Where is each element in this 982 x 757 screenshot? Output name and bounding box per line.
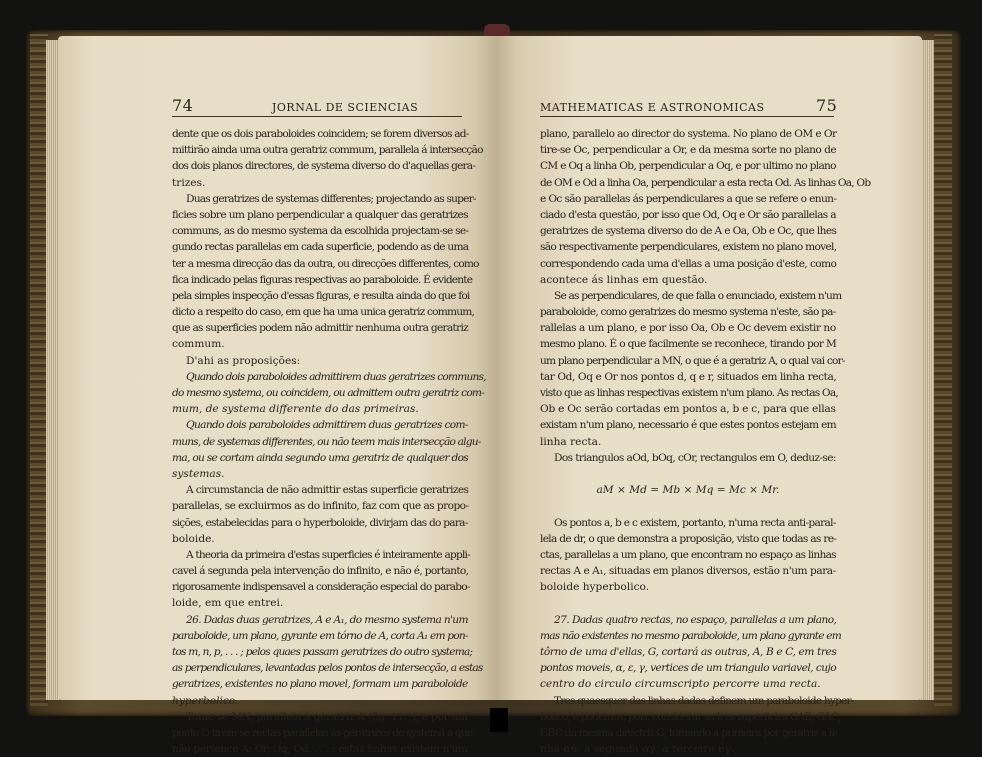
text-line: ma, ou se cortam ainda segundo uma geratriz de qualquer dos [172, 451, 469, 464]
text-line [540, 595, 836, 611]
text-line: commum. [172, 338, 225, 351]
right-header-rule [540, 116, 834, 117]
text-line: Ob e Oc serão cortadas em pontos a, b e c, para que ellas [540, 403, 836, 416]
cover-edge-right [934, 34, 952, 706]
text-line: tos m, n, p, . . . ; pelos quaes passam geratrizes do outro systema; [172, 646, 473, 658]
text-line: CM e Oq a linha Ob, perpendicular a Oq, e por ultimo no plano [540, 160, 836, 173]
text-line: mesmo plano. É o que facilmente se reconhece, tirando por M [540, 338, 837, 351]
text-line: pela simples inspecção d'essas figuras, e resulta ainda do que foi [172, 289, 470, 302]
text-line: aM × Md = Mb × Mq = Mc × Mr. [596, 484, 780, 497]
text-line: boloide. [172, 532, 215, 545]
text-line: Dos triangulos aOd, bOq, cOr, rectangulos em O, deduz-se: [554, 451, 836, 464]
text-line: lela de dr, o que demonstra a proposição, visto que todas as re- [540, 532, 837, 545]
text-line [540, 498, 836, 514]
text-line [540, 466, 836, 482]
text-line: linha recta. [540, 435, 602, 448]
text-line: A circumstancia de não admittir estas superficie geratrizes [186, 484, 469, 497]
text-line: parallelas, se excluirmos as do infinito, faz com que as propo- [172, 500, 469, 513]
text-line: mittirão ainda uma outra geratriz commum, parallela á intersecção [172, 144, 483, 157]
page-stack-right [920, 40, 934, 700]
text-line: fica indicado pelas figuras respectivas ao paraboloide. É evidente [172, 273, 473, 286]
text-line: bolico, e podemos, pois, considerar as tres superficies GAB, GAC, [540, 710, 841, 723]
text-line: boloide hyperbolico. [540, 581, 650, 594]
text-line: gundo rectas parallelas em cada superficie, podendo as de uma [172, 241, 469, 254]
text-line: nha α6, a segunda αγ, a terceira 6γ. [540, 743, 735, 756]
text-line: ciado d'esta questão, por isso que Od, Oq e Or são parallelas a [540, 208, 836, 221]
text-line: D'ahi as proposições: [186, 354, 301, 367]
text-line: rigorosamente indispensavel a consideração especial do parabo- [172, 581, 470, 594]
right-page-body [540, 126, 871, 757]
text-line: tôrno de uma d'ellas, G, cortará as outras, A, B e C, em tres [540, 646, 837, 658]
text-line: não pertence A: Or, Oq, Od, . . . ; estas linhas existem n'um [172, 743, 468, 756]
text-line: paraboloide, um plano, gyrante em tórno de A, corta A₁ em pon- [172, 629, 468, 642]
text-line: Quando dois paraboloides admittirem duas geratrizes com- [186, 419, 468, 432]
text-line: Os pontos a, b e c existem, portanto, n'uma recta anti-paral- [554, 516, 836, 529]
book-spine-bottom [490, 708, 508, 732]
text-line: GBC da mesma directriz G, tomando a primeira por geratriz a li- [540, 726, 837, 739]
text-line: cavel á segunda pela intervenção do infinito, e não é, portanto, [172, 565, 469, 578]
text-line: hyperbolico. [172, 694, 239, 707]
text-line: paraboloide, como geratrizes do mesmo systema n'este, são pa- [540, 306, 836, 319]
text-line: existam n'um plano, necessario é que estes pontos estejam em [540, 419, 837, 432]
left-running-head: JORNAL DE SCIENCIAS [272, 101, 419, 114]
text-line: plano, parallelo ao director do systema. No plano de OM e Or [540, 128, 837, 140]
text-line: as perpendiculares, levantadas pelos pontos de intersecção, a estas [172, 662, 483, 675]
text-line: A theoria da primeira d'estas superficies é inteiramente appli- [186, 548, 470, 561]
text-line: rallelas a um plano, e por isso Oa, Ob e Oc devem existir no [540, 322, 836, 335]
text-line: mas não existentes no mesmo paraboloide, um plano gyrante em [540, 629, 841, 642]
text-line: ficies sobre um plano perpendicular a qualquer das geratrizes [172, 208, 468, 221]
text-line: geratrizes, existentes no plano movel, formam um paraboloide [172, 678, 468, 691]
right-page-number: 75 [816, 96, 838, 115]
text-line: trizes. [172, 176, 206, 189]
text-line: Tome-se MN, parallela á geratriz A (fig. 11.ª), e por um [186, 710, 468, 723]
text-line: ponto O tirem-se rectas parallelas ás geratrizes do systema a que [172, 726, 473, 739]
text-line: de OM e Od a linha Oa, perpendicular a esta recta Od. As linhas Oa, Ob [540, 176, 871, 189]
text-line: ter a mesma direcção das da outra, ou direcções differentes, como [172, 257, 479, 270]
text-line: centro do circulo circumscripto percorre uma recta. [540, 678, 821, 691]
text-line: dos dois planos directores, de systema diverso do d'aquellas gera- [172, 160, 476, 173]
text-line: Tres quaesquer das linhas dadas definem um paraboloide hyper- [554, 694, 854, 707]
text-line: dente que os dois paraboloides coincidem; se forem diversos ad- [172, 128, 469, 140]
text-line: tar Od, Oq e Or nos pontos d, q e r, situados em linha recta, [540, 370, 837, 383]
text-line: Quando dois paraboloides admittirem duas geratrizes communs, [186, 370, 486, 383]
text-line: communs, as do mesmo systema da escolhida projectam-se se- [172, 225, 469, 238]
text-line: systemas. [172, 467, 225, 480]
text-line: rectas A e A₁, situadas em planos diversos, estão n'um para- [540, 565, 836, 578]
text-line: correspondendo cada uma d'ellas a uma posição d'este, como [540, 257, 837, 270]
text-line: 27. Dadas quatro rectas, no espaço, parallelas a um plano, [554, 613, 837, 626]
text-line: dicto a respeito do caso, em que ha uma unica geratriz commum, [172, 306, 475, 319]
text-line: geratrizes de systema diverso do de A e Oa, Ob e Oc, que lhes [540, 225, 837, 238]
text-line: mum, de systema differente do das primeiras. [172, 403, 419, 416]
text-line: visto que as linhas respectivas existem n'um plano. As rectas Oa, [540, 387, 838, 399]
text-line: loide, em que entrei. [172, 597, 284, 610]
text-line: e Oc são parallelas ás perpendiculares a que se refere o enun- [540, 192, 837, 205]
text-line: um plano perpendicular a MN, o que é a geratriz A, o qual vai cor- [540, 354, 845, 367]
text-line: Duas geratrizes de systemas differentes; projectando as super- [186, 192, 476, 205]
text-line: que as superficies podem não admittir nenhuma outra geratriz [172, 322, 469, 335]
right-running-head: MATHEMATICAS E ASTRONOMICAS [540, 101, 765, 114]
text-line: pontos moveis, α, ε, γ, vertices de um triangulo variavel, cujo [540, 662, 837, 675]
left-page-body [172, 126, 486, 757]
text-line: ctas, parallelas a um plano, que encontram no espaço as linhas [540, 548, 836, 561]
text-line: muns, de systemas differentes, ou não teem mais intersecção algu- [172, 435, 481, 448]
text-line: acontece ás linhas em questão. [540, 273, 708, 286]
text-line: sições, estabelecidas para o hyperboloide, divirjam das do para- [172, 516, 468, 529]
text-line: 26. Dadas duas geratrizes, A e A₁, do mesmo systema n'um [186, 613, 468, 626]
left-header-rule [172, 116, 462, 117]
text-line: são respectivamente perpendiculares, existem no plano movel, [540, 241, 837, 254]
text-line: tire-se Oc, perpendicular a Or, e da mesma sorte no plano de [540, 144, 837, 157]
text-line: Se as perpendiculares, de que falla o enunciado, existem n'um [554, 289, 842, 302]
left-page-number: 74 [172, 96, 194, 115]
text-line: do mesmo systema, ou coincidem, ou admittem outra geratriz com- [172, 387, 484, 399]
